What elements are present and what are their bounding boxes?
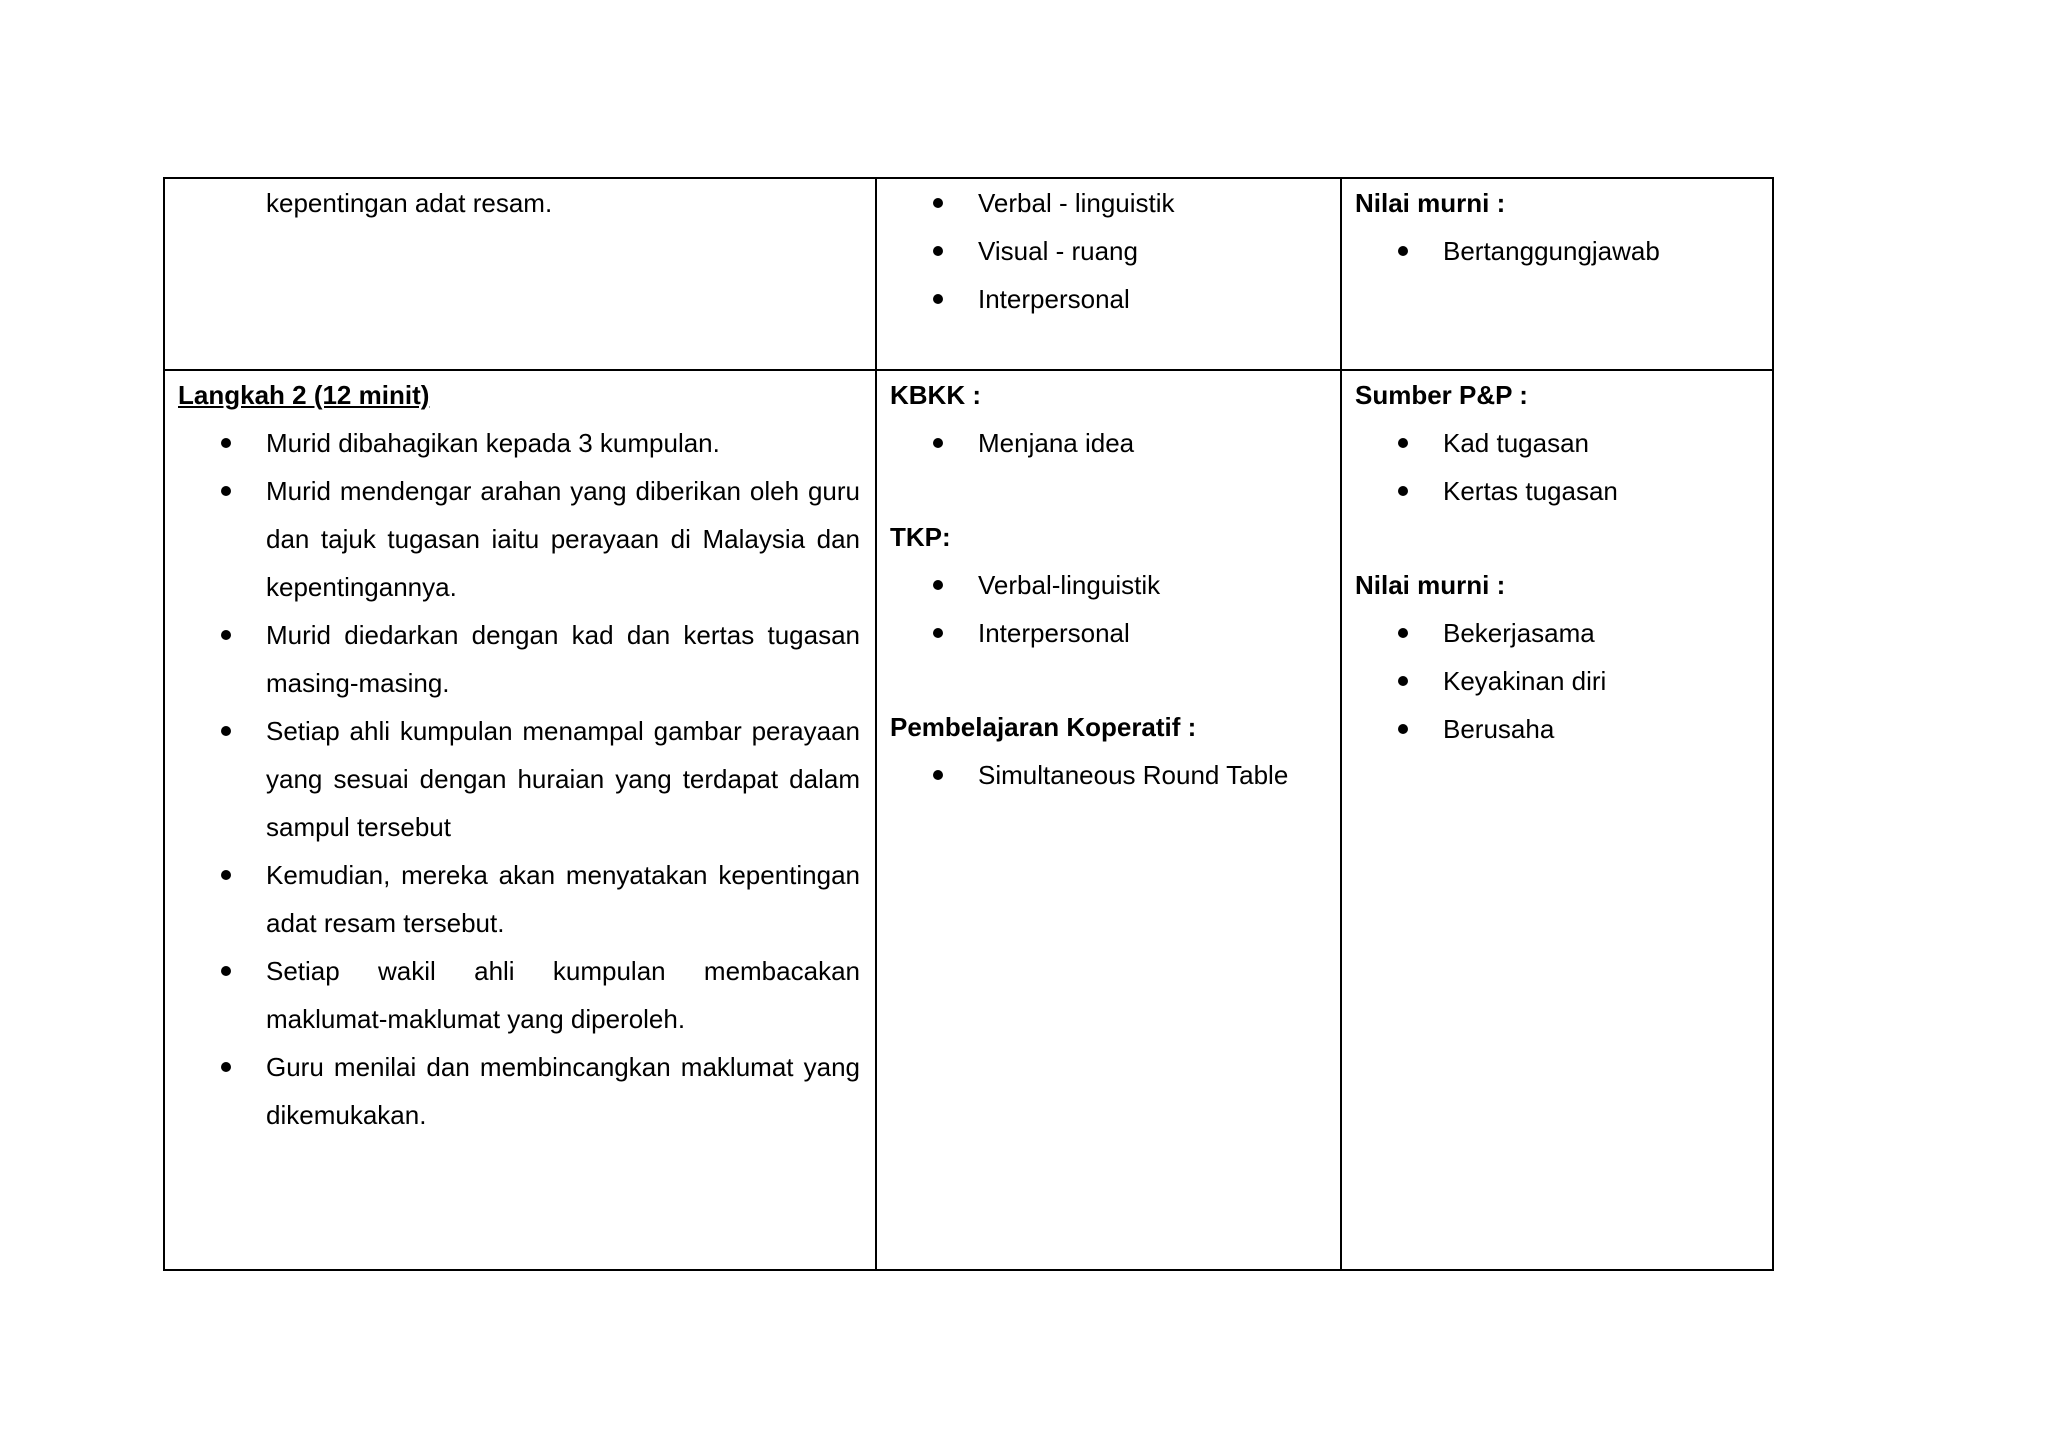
bullet-icon — [221, 486, 231, 496]
row2-skills-cell — [876, 370, 1341, 1270]
bullet-icon — [1398, 724, 1408, 734]
list-item: Setiap ahli kumpulan menampal gambar perayaan yang sesuai dengan huraian yang terdapat dalam sampul tersebut — [178, 707, 862, 851]
bullet-icon — [1398, 438, 1408, 448]
list-item: Kertas tugasan — [1355, 467, 1759, 515]
list-item: Simultaneous Round Table — [890, 751, 1327, 799]
list-item: Interpersonal — [890, 609, 1327, 657]
bullet-icon — [933, 438, 943, 448]
bullet-icon — [933, 198, 943, 208]
bullet-icon — [1398, 246, 1408, 256]
list-item: Guru menilai dan membincangkan maklumat yang dikemukakan. — [178, 1043, 862, 1139]
row1-tkp-cell — [876, 178, 1341, 370]
bullet-icon — [1398, 676, 1408, 686]
row1-activity-cell — [164, 178, 876, 370]
bullet-icon — [1398, 486, 1408, 496]
list-item: Visual - ruang — [890, 227, 1327, 275]
spacer — [1355, 515, 1759, 561]
list-item: Menjana idea — [890, 419, 1327, 467]
bullet-icon — [933, 770, 943, 780]
spacer — [890, 467, 1327, 513]
lesson-plan-table — [163, 177, 1774, 1271]
nilai-murni-heading: Nilai murni : — [1355, 570, 1506, 600]
bullet-icon — [221, 1062, 231, 1072]
bullet-icon — [221, 438, 231, 448]
bullet-icon — [221, 630, 231, 640]
list-item: Setiap wakil ahli kumpulan membacakan maklumat-maklumat yang diperoleh. — [178, 947, 862, 1043]
koperatif-heading: Pembelajaran Koperatif : — [890, 712, 1197, 742]
bullet-icon — [933, 580, 943, 590]
list-item: Murid mendengar arahan yang diberikan oleh guru dan tajuk tugasan iaitu perayaan di Malaysia dan kepentingannya. — [178, 467, 862, 611]
bullet-icon — [1398, 628, 1408, 638]
list-item: Kad tugasan — [1355, 419, 1759, 467]
bullet-icon — [221, 870, 231, 880]
row2-activity-cell — [164, 370, 876, 1270]
table-row — [164, 178, 1773, 370]
list-item: Kemudian, mereka akan menyatakan kepentingan adat resam tersebut. — [178, 851, 862, 947]
spacer — [890, 657, 1327, 703]
sumber-heading: Sumber P&P : — [1355, 380, 1528, 410]
row1-values-cell — [1341, 178, 1773, 370]
list-item: Bertanggungjawab — [1355, 227, 1759, 275]
list-item: Murid dibahagikan kepada 3 kumpulan. — [178, 419, 862, 467]
bullet-icon — [221, 726, 231, 736]
list-item: Bekerjasama — [1355, 609, 1759, 657]
bullet-icon — [933, 628, 943, 638]
step-heading: Langkah 2 (12 minit) — [178, 380, 430, 410]
kbkk-heading: KBKK : — [890, 380, 981, 410]
list-item: Interpersonal — [890, 275, 1327, 323]
bullet-icon — [221, 966, 231, 976]
bullet-icon — [933, 246, 943, 256]
tkp-heading: TKP: — [890, 522, 951, 552]
continued-text: kepentingan adat resam. — [266, 188, 553, 218]
list-item: Verbal - linguistik — [890, 179, 1327, 227]
list-item: Verbal-linguistik — [890, 561, 1327, 609]
list-item: Keyakinan diri — [1355, 657, 1759, 705]
table-row — [164, 370, 1773, 1270]
bullet-icon — [933, 294, 943, 304]
nilai-murni-heading: Nilai murni : — [1355, 188, 1506, 218]
row2-resources-cell — [1341, 370, 1773, 1270]
list-item: Murid diedarkan dengan kad dan kertas tugasan masing-masing. — [178, 611, 862, 707]
list-item: Berusaha — [1355, 705, 1759, 753]
